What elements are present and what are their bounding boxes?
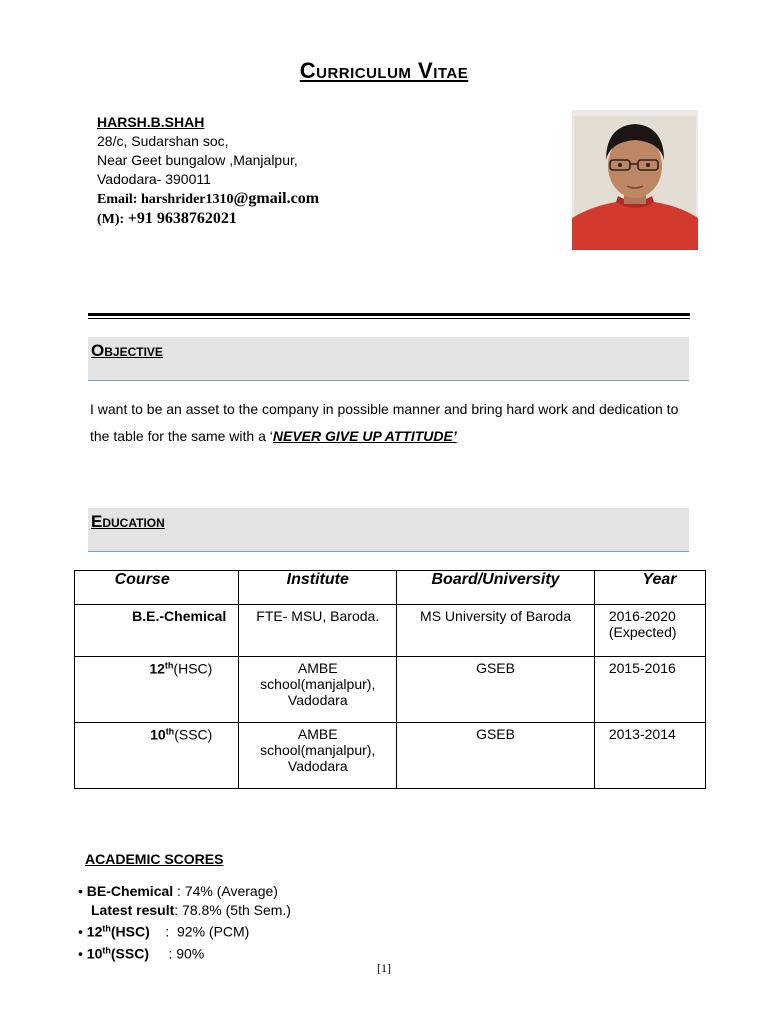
- course-rest: (SSC): [174, 726, 213, 743]
- cell-board: GSEB: [397, 657, 595, 723]
- score-value: : 74% (Average): [173, 883, 278, 899]
- cell-course: [75, 657, 239, 723]
- email-user: harshrider1310: [140, 192, 234, 207]
- objective-section-header: [88, 337, 689, 381]
- email-line: [97, 189, 319, 209]
- score-value: : 90%: [149, 945, 205, 962]
- academic-scores-heading: ACADEMIC SCORES: [85, 851, 224, 867]
- cell-year: 2013-2014: [594, 723, 705, 789]
- mobile-label: (M):: [97, 212, 128, 227]
- col-header-board: Board/University: [397, 571, 595, 605]
- score-label: BE-Chemical: [86, 883, 174, 899]
- score-value: : 78.8% (5th Sem.): [174, 901, 291, 918]
- score-item-ssc: [78, 941, 291, 963]
- address-line-2: Near Geet bungalow ,Manjalpur,: [97, 152, 298, 168]
- bullet-icon: •: [78, 945, 83, 962]
- table-row: [75, 723, 706, 789]
- course-num: 12: [149, 660, 165, 677]
- score-label: (HSC): [110, 923, 150, 940]
- table-row: [75, 657, 706, 723]
- course-rest: (HSC): [173, 660, 213, 677]
- contact-block: [97, 113, 319, 229]
- academic-scores-list: [78, 882, 291, 963]
- mobile-line: [97, 209, 319, 229]
- header-divider-thick: [88, 313, 690, 316]
- cell-course: B.E.-Chemical: [75, 605, 239, 657]
- bullet-icon: •: [78, 923, 83, 940]
- cell-course: [75, 723, 239, 789]
- col-header-year: Year: [594, 571, 705, 605]
- score-label-num: 10: [86, 945, 103, 962]
- email-label: Email:: [97, 192, 141, 207]
- score-item-be: [78, 882, 291, 901]
- education-section-header: [88, 508, 689, 552]
- address-line-1: 28/c, Sudarshan soc,: [97, 133, 229, 149]
- score-label-sup: th: [102, 923, 111, 933]
- education-table: [74, 570, 706, 789]
- cell-institute: FTE- MSU, Baroda.: [239, 605, 397, 657]
- course-num: 10: [150, 726, 166, 743]
- cell-year: 2015-2016: [594, 657, 705, 723]
- score-label: Latest result: [91, 901, 175, 918]
- score-label-num: 12: [86, 923, 103, 940]
- objective-heading: Objective: [91, 341, 163, 360]
- cell-board: GSEB: [397, 723, 595, 789]
- table-header-row: [75, 571, 706, 605]
- table-row: [75, 605, 706, 657]
- objective-text: [90, 396, 700, 450]
- score-value: : 92% (PCM): [149, 923, 250, 940]
- cell-year: 2016-2020 (Expected): [594, 605, 705, 657]
- page-number: [1]: [377, 961, 391, 975]
- score-label-sup: th: [102, 945, 111, 956]
- cell-institute: AMBE school(manjalpur), Vadodara: [239, 657, 397, 723]
- col-header-course: Course: [75, 571, 239, 605]
- course-sup: th: [165, 726, 175, 736]
- score-label: (SSC): [110, 945, 149, 962]
- page-title: Curriculum Vitae: [299, 58, 469, 83]
- profile-photo: [572, 110, 698, 250]
- cell-board: MS University of Baroda: [397, 605, 595, 657]
- mobile-number: +91 9638762021: [127, 210, 237, 227]
- profile-photo-image: [572, 110, 698, 250]
- score-item-hsc: [78, 919, 291, 941]
- education-heading: Education: [91, 512, 165, 531]
- candidate-name: HARSH.B.SHAH: [97, 114, 205, 130]
- score-item-latest: [78, 901, 291, 920]
- header-divider-thin: [88, 318, 690, 319]
- objective-body: I want to be an asset to the company in possible manner and bring hard work and dedication to the table for the same with a ‘: [90, 401, 679, 444]
- col-header-institute: Institute: [239, 571, 397, 605]
- bullet-icon: •: [78, 883, 83, 899]
- email-domain: @gmail.com: [233, 190, 320, 207]
- objective-quote: NEVER GIVE UP ATTITUDE’: [272, 428, 457, 444]
- cell-institute: AMBE school(manjalpur), Vadodara: [239, 723, 397, 789]
- course-sup: th: [164, 660, 174, 670]
- address-line-3: Vadodara- 390011: [97, 171, 211, 187]
